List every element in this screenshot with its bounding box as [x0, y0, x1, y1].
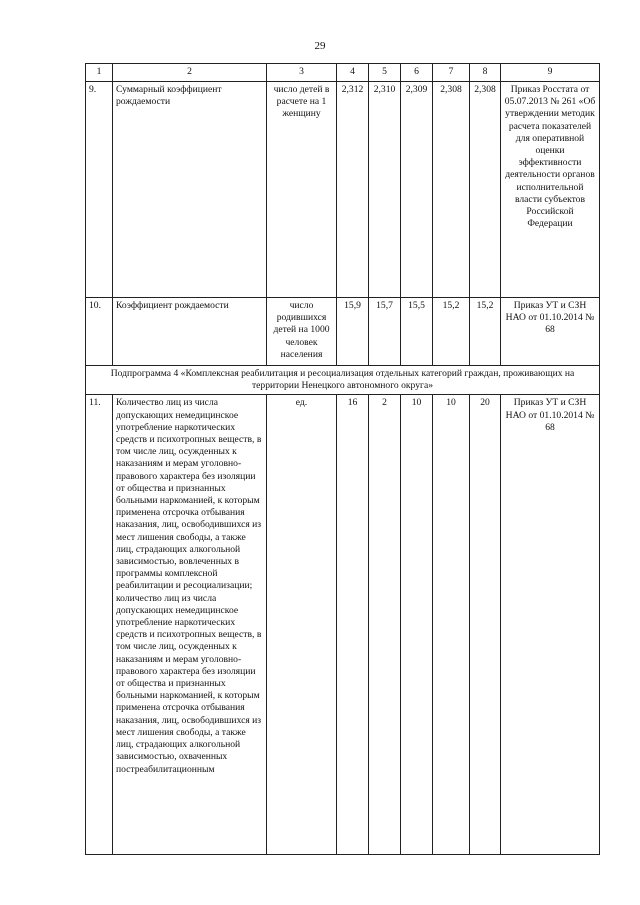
column-number: 5	[369, 64, 401, 82]
indicator-table	[85, 63, 600, 855]
value-cell: 2,310	[369, 82, 401, 298]
indicator-name: Количество лиц из числа допускающих немедицинское употребление наркотических средств и психотропных веществ, в том числе лиц, осужденных к наказаниям и мерам уголовно-правового характера без изоляции от общества и признанных больными наркоманией, к которым применена отсрочка отбывания наказания, лиц, освободившихся из мест лишения свободы, а также лиц, страдающих алкогольной зависимостью, вовлеченных в программы комплексной реабилитации и ресоциализации; количество лиц из числа допускающих немедицинское употребление наркотических средств и психотропных веществ, в том числе лиц, осужденных к наказаниям и мерам уголовно-правового характера без изоляции от общества и признанных больными наркоманией, к которым применена отсрочка отбывания наказания, лиц, освободившихся из мест лишения свободы, а также лиц, страдающих алкогольной зависимостью, охваченных постреабилитационным	[113, 395, 267, 855]
source-cell: Приказ УТ и СЗН НАО от 01.10.2014 № 68	[501, 298, 600, 366]
column-number: 9	[501, 64, 600, 82]
value-cell: 2,309	[401, 82, 433, 298]
table-row	[86, 82, 600, 298]
value-cell: 2	[369, 395, 401, 855]
unit-cell: число родившихся детей на 1000 человек населения	[267, 298, 337, 366]
column-number-row	[86, 64, 600, 82]
value-cell: 15,5	[401, 298, 433, 366]
value-cell: 15,9	[337, 298, 369, 366]
column-number: 2	[113, 64, 267, 82]
indicator-name: Суммарный коэффициент рождаемости	[113, 82, 267, 298]
page-number: 29	[314, 40, 326, 52]
value-cell: 2,308	[433, 82, 470, 298]
row-number: 10.	[86, 298, 113, 366]
value-cell: 20	[470, 395, 501, 855]
subprogram-heading: Подпрограмма 4 «Комплексная реабилитация и ресоциализация отдельных категорий граждан, проживающих на территории Ненецкого автономного округа»	[86, 366, 600, 395]
table-row	[86, 395, 600, 855]
column-number: 3	[267, 64, 337, 82]
column-number: 7	[433, 64, 470, 82]
source-cell: Приказ Росстата от 05.07.2013 № 261 «Об утверждении методик расчета показателей для оперативной оценки эффективности деятельности органов исполнительной власти субъектов Российской Федерации	[501, 82, 600, 298]
source-cell: Приказ УТ и СЗН НАО от 01.10.2014 № 68	[501, 395, 600, 855]
value-cell: 2,308	[470, 82, 501, 298]
indicator-name: Коэффициент рождаемости	[113, 298, 267, 366]
subprogram-row	[86, 366, 600, 395]
column-number: 1	[86, 64, 113, 82]
value-cell: 15,2	[433, 298, 470, 366]
column-number: 4	[337, 64, 369, 82]
row-number: 9.	[86, 82, 113, 298]
table-row	[86, 298, 600, 366]
unit-cell: число детей в расчете на 1 женщину	[267, 82, 337, 298]
unit-cell: ед.	[267, 395, 337, 855]
value-cell: 10	[433, 395, 470, 855]
value-cell: 2,312	[337, 82, 369, 298]
column-number: 8	[470, 64, 501, 82]
value-cell: 10	[401, 395, 433, 855]
row-number: 11.	[86, 395, 113, 855]
value-cell: 16	[337, 395, 369, 855]
value-cell: 15,2	[470, 298, 501, 366]
column-number: 6	[401, 64, 433, 82]
value-cell: 15,7	[369, 298, 401, 366]
